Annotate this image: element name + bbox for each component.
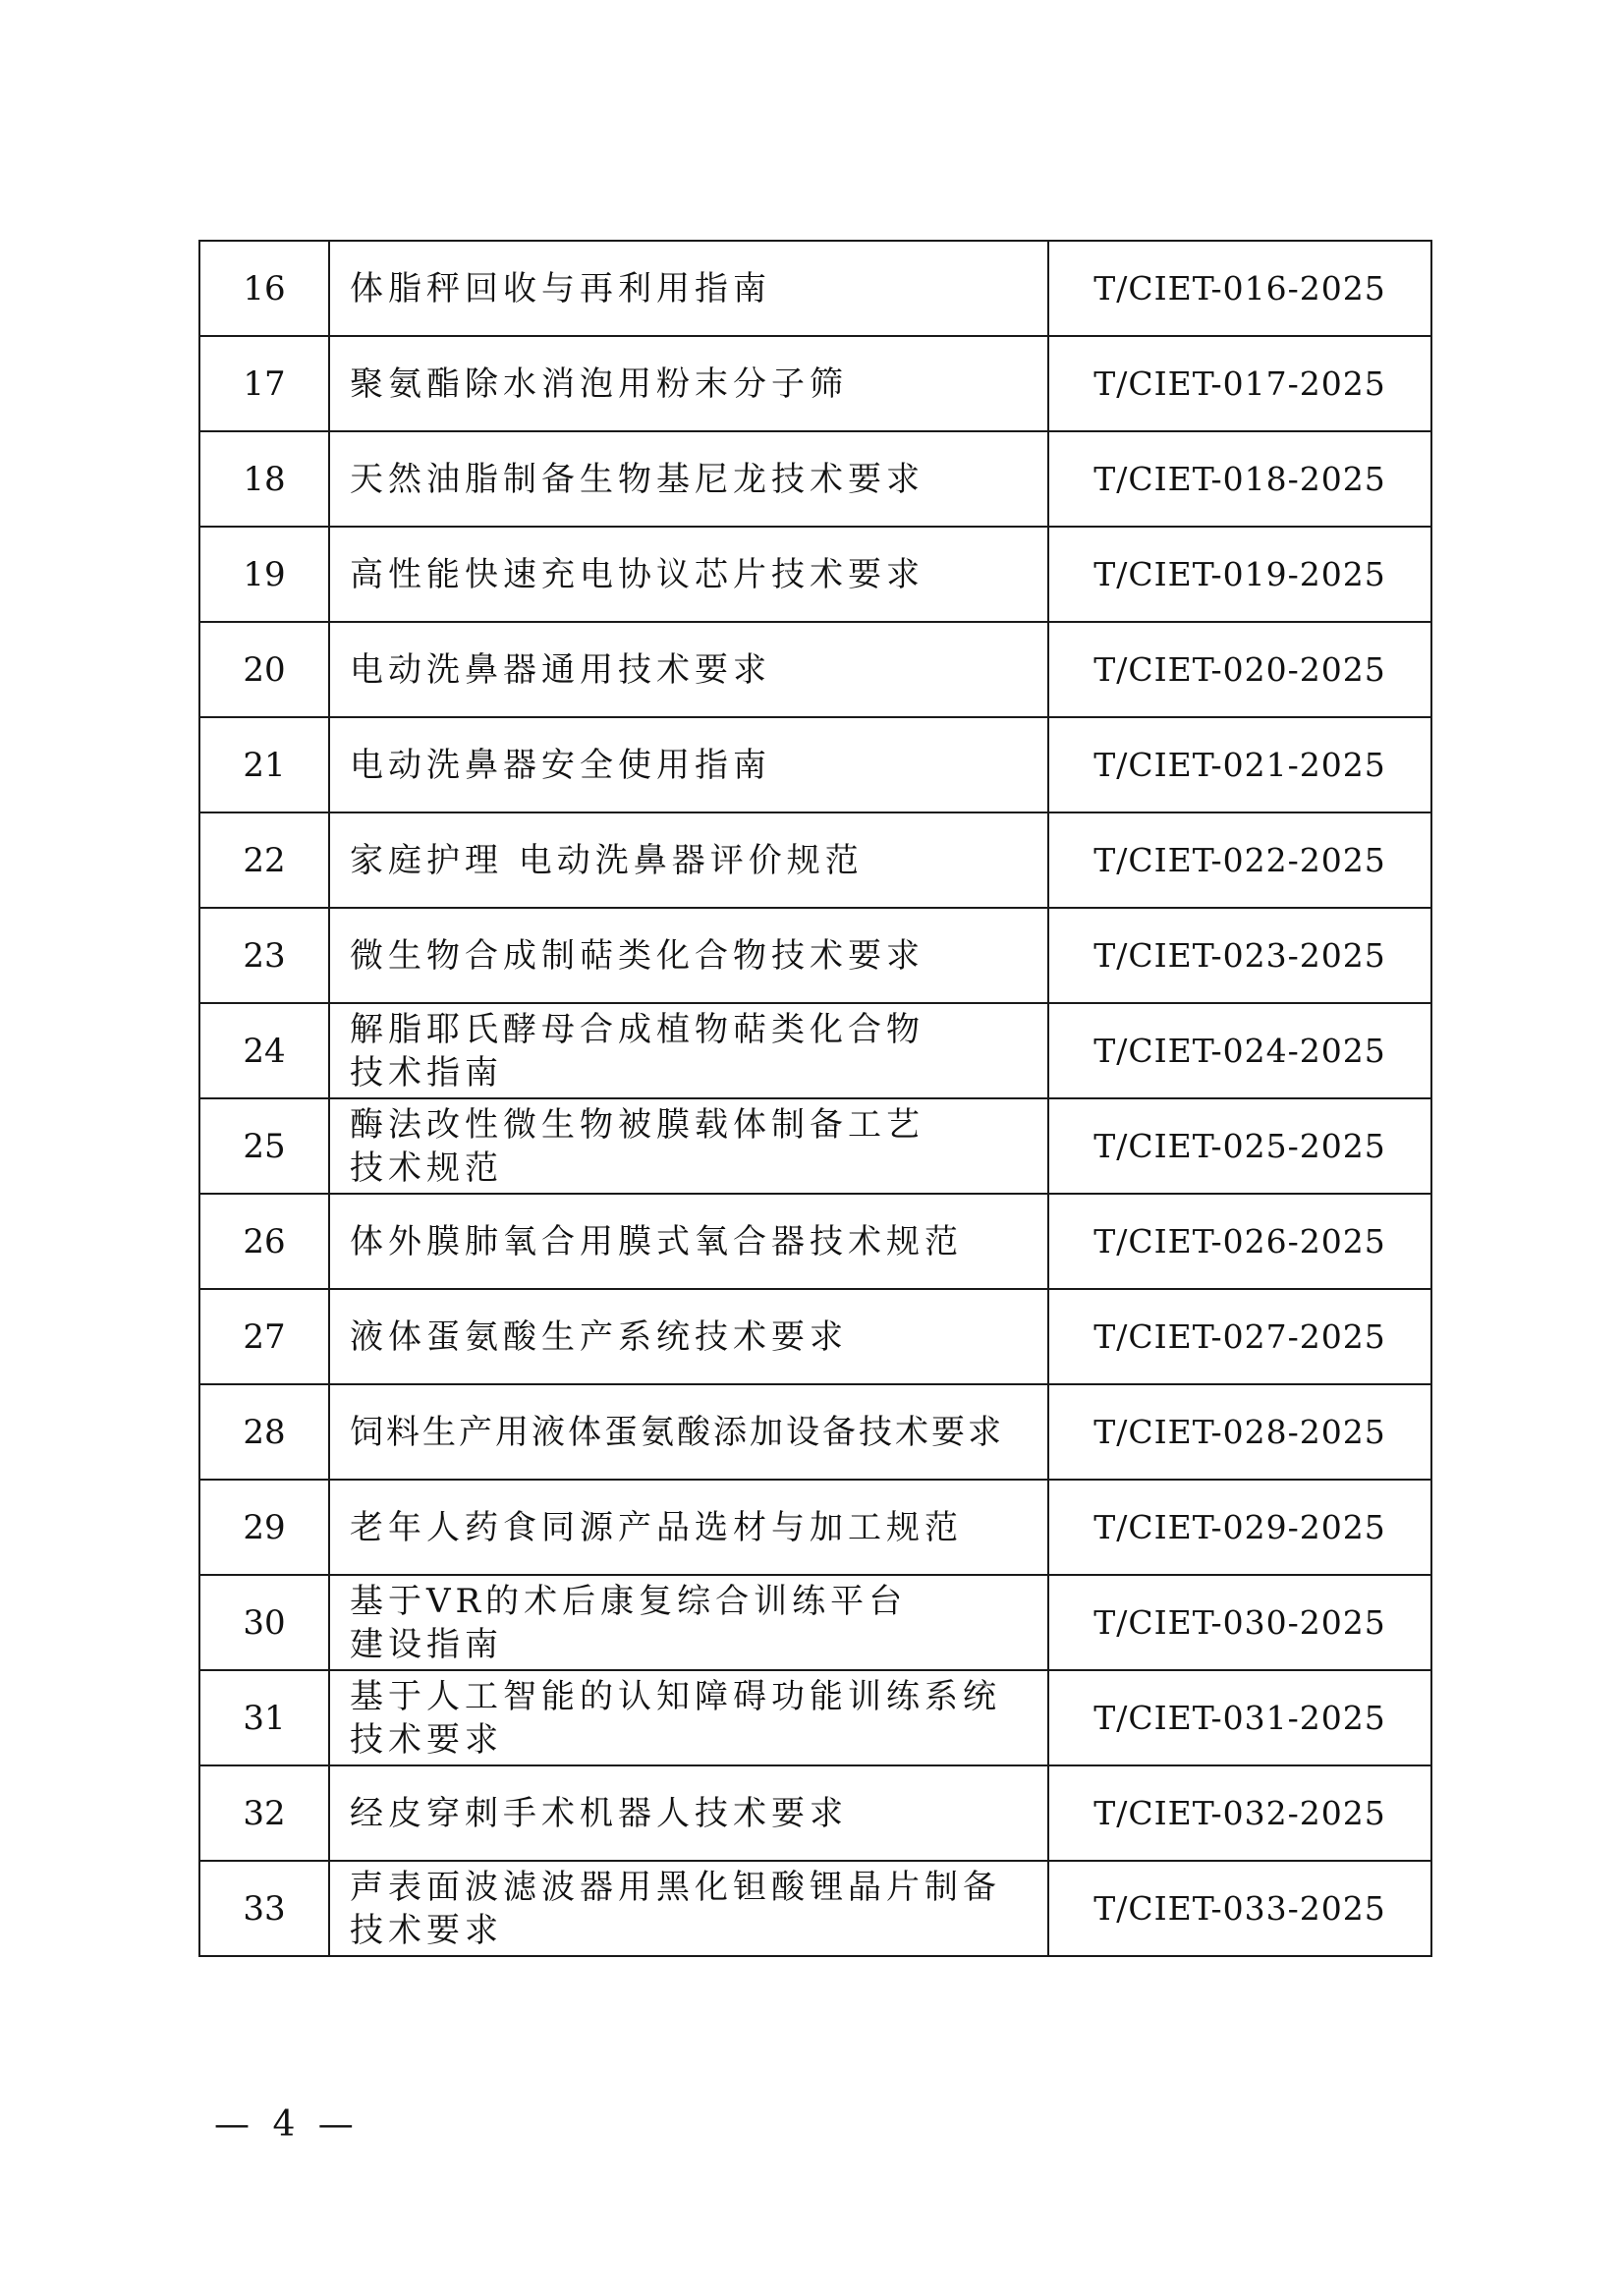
standard-code: T/CIET-031-2025 xyxy=(1048,1670,1431,1765)
table-row xyxy=(199,812,1431,908)
standard-name: 天然油脂制备生物基尼龙技术要求 xyxy=(329,431,1048,527)
table-row xyxy=(199,717,1431,812)
row-number: 24 xyxy=(199,1003,329,1098)
table-row xyxy=(199,1384,1431,1480)
table-row xyxy=(199,241,1431,336)
row-number: 20 xyxy=(199,622,329,717)
row-number: 33 xyxy=(199,1861,329,1956)
standard-name: 基于VR的术后康复综合训练平台 建设指南 xyxy=(329,1575,1048,1670)
row-number: 25 xyxy=(199,1098,329,1194)
standard-code: T/CIET-033-2025 xyxy=(1048,1861,1431,1956)
table-row xyxy=(199,622,1431,717)
table-row xyxy=(199,1289,1431,1384)
standard-code: T/CIET-026-2025 xyxy=(1048,1194,1431,1289)
page-number: — 4 — xyxy=(214,2104,360,2145)
standard-name: 家庭护理 电动洗鼻器评价规范 xyxy=(329,812,1048,908)
row-number: 17 xyxy=(199,336,329,431)
standards-table xyxy=(198,240,1432,1957)
standard-name: 老年人药食同源产品选材与加工规范 xyxy=(329,1480,1048,1575)
standard-code: T/CIET-024-2025 xyxy=(1048,1003,1431,1098)
standard-name: 解脂耶氏酵母合成植物萜类化合物 技术指南 xyxy=(329,1003,1048,1098)
standard-code: T/CIET-021-2025 xyxy=(1048,717,1431,812)
standard-name: 体脂秤回收与再利用指南 xyxy=(329,241,1048,336)
standard-name: 酶法改性微生物被膜载体制备工艺 技术规范 xyxy=(329,1098,1048,1194)
standard-name: 经皮穿刺手术机器人技术要求 xyxy=(329,1765,1048,1861)
standard-name: 液体蛋氨酸生产系统技术要求 xyxy=(329,1289,1048,1384)
standard-code: T/CIET-030-2025 xyxy=(1048,1575,1431,1670)
table-row xyxy=(199,1003,1431,1098)
table-row xyxy=(199,1575,1431,1670)
standard-code: T/CIET-019-2025 xyxy=(1048,527,1431,622)
standard-code: T/CIET-032-2025 xyxy=(1048,1765,1431,1861)
row-number: 27 xyxy=(199,1289,329,1384)
row-number: 28 xyxy=(199,1384,329,1480)
standard-name: 体外膜肺氧合用膜式氧合器技术规范 xyxy=(329,1194,1048,1289)
standard-code: T/CIET-016-2025 xyxy=(1048,241,1431,336)
row-number: 26 xyxy=(199,1194,329,1289)
row-number: 21 xyxy=(199,717,329,812)
table-row xyxy=(199,431,1431,527)
standard-name: 聚氨酯除水消泡用粉末分子筛 xyxy=(329,336,1048,431)
standard-name: 饲料生产用液体蛋氨酸添加设备技术要求 xyxy=(329,1384,1048,1480)
standard-code: T/CIET-017-2025 xyxy=(1048,336,1431,431)
row-number: 32 xyxy=(199,1765,329,1861)
standard-code: T/CIET-029-2025 xyxy=(1048,1480,1431,1575)
standard-name: 电动洗鼻器通用技术要求 xyxy=(329,622,1048,717)
standard-name: 声表面波滤波器用黑化钽酸锂晶片制备 技术要求 xyxy=(329,1861,1048,1956)
row-number: 31 xyxy=(199,1670,329,1765)
table-row xyxy=(199,1765,1431,1861)
table-row xyxy=(199,1670,1431,1765)
table-row xyxy=(199,1480,1431,1575)
row-number: 18 xyxy=(199,431,329,527)
table-row xyxy=(199,1098,1431,1194)
table-row xyxy=(199,1194,1431,1289)
standard-name: 微生物合成制萜类化合物技术要求 xyxy=(329,908,1048,1003)
table-row xyxy=(199,336,1431,431)
standard-code: T/CIET-018-2025 xyxy=(1048,431,1431,527)
row-number: 19 xyxy=(199,527,329,622)
standard-name: 高性能快速充电协议芯片技术要求 xyxy=(329,527,1048,622)
standard-code: T/CIET-027-2025 xyxy=(1048,1289,1431,1384)
row-number: 16 xyxy=(199,241,329,336)
row-number: 23 xyxy=(199,908,329,1003)
standards-table-body xyxy=(199,241,1431,1956)
row-number: 29 xyxy=(199,1480,329,1575)
standard-code: T/CIET-025-2025 xyxy=(1048,1098,1431,1194)
standard-name: 电动洗鼻器安全使用指南 xyxy=(329,717,1048,812)
row-number: 22 xyxy=(199,812,329,908)
row-number: 30 xyxy=(199,1575,329,1670)
standard-code: T/CIET-022-2025 xyxy=(1048,812,1431,908)
table-row xyxy=(199,908,1431,1003)
standard-code: T/CIET-023-2025 xyxy=(1048,908,1431,1003)
table-row xyxy=(199,1861,1431,1956)
standard-code: T/CIET-028-2025 xyxy=(1048,1384,1431,1480)
standard-name: 基于人工智能的认知障碍功能训练系统 技术要求 xyxy=(329,1670,1048,1765)
standard-code: T/CIET-020-2025 xyxy=(1048,622,1431,717)
table-row xyxy=(199,527,1431,622)
